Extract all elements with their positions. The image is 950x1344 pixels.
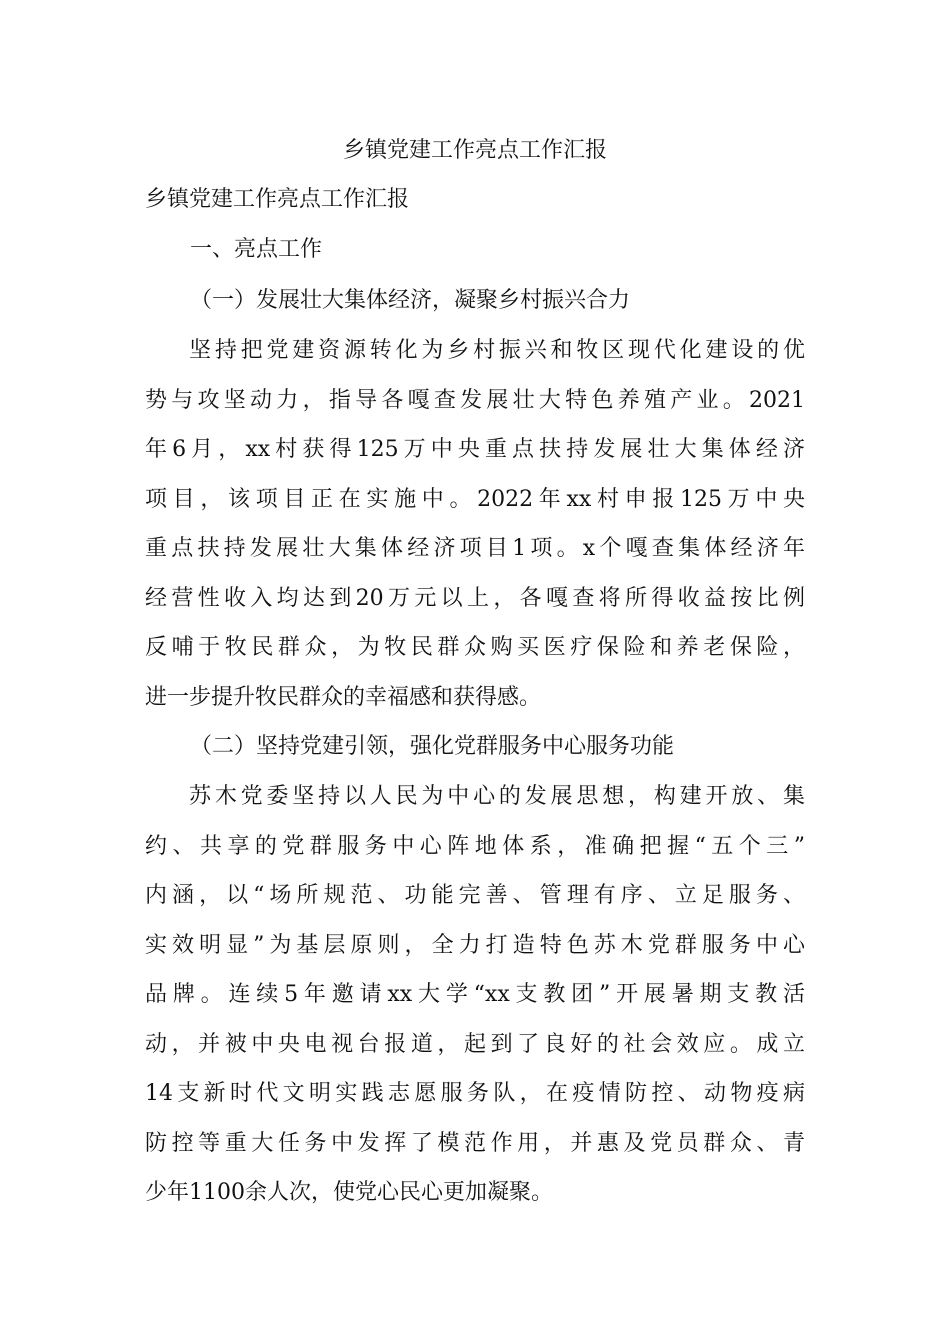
paragraph-collective-economy: [145, 333, 805, 729]
paragraph-line: 重点扶持发展壮大集体经济项目1项。x个嘎查集体经济年: [145, 536, 805, 561]
paragraph-line: 经营性收入均达到20万元以上，各嘎查将所得收益按比例: [145, 585, 805, 611]
subsection-heading-collective-economy: （一）发展壮大集体经济，凝聚乡村振兴合力: [190, 288, 631, 313]
paragraph-line: 内涵，以“场所规范、功能完善、管理有序、立足服务、: [145, 883, 805, 908]
paragraph-line: 品牌。连续5年邀请xx大学“xx支教团”开展暑期支教活: [145, 982, 805, 1007]
subsection-heading-service-center: （二）坚持党建引领，强化党群服务中心服务功能: [190, 734, 675, 759]
paragraph-line: 防控等重大任务中发挥了模范作用，并惠及党员群众、青: [145, 1130, 805, 1156]
document-title: 乡镇党建工作亮点工作汇报: [342, 138, 607, 163]
paragraph-line: 实效明显”为基层原则，全力打造特色苏木党群服务中心: [145, 932, 805, 958]
paragraph-line: 项目，该项目正在实施中。2022年xx村申报125万中央: [145, 486, 805, 512]
document-subtitle: 乡镇党建工作亮点工作汇报: [145, 187, 410, 212]
section-heading-highlights: 一、亮点工作: [190, 237, 323, 262]
paragraph-line: 进一步提升牧民群众的幸福感和获得感。: [145, 684, 542, 710]
paragraph-line: 苏木党委坚持以人民为中心的发展思想，构建开放、集: [189, 784, 805, 809]
paragraph-line: 年6月，xx村获得125万中央重点扶持发展壮大集体经济: [145, 437, 805, 462]
paragraph-service-center: [145, 779, 805, 1225]
paragraph-line: 坚持把党建资源转化为乡村振兴和牧区现代化建设的优: [189, 338, 805, 363]
paragraph-line: 反哺于牧民群众，为牧民群众购买医疗保险和养老保险，: [145, 635, 805, 660]
paragraph-line: 14支新时代文明实践志愿服务队，在疫情防控、动物疫病: [145, 1081, 805, 1106]
paragraph-line: 约、共享的党群服务中心阵地体系，准确把握“五个三”: [145, 833, 805, 859]
paragraph-line: 动，并被中央电视台报道，起到了良好的社会效应。成立: [145, 1031, 805, 1057]
paragraph-line: 势与攻坚动力，指导各嘎查发展壮大特色养殖产业。2021: [145, 387, 805, 413]
paragraph-line: 少年1100余人次，使党心民心更加凝聚。: [145, 1180, 553, 1205]
